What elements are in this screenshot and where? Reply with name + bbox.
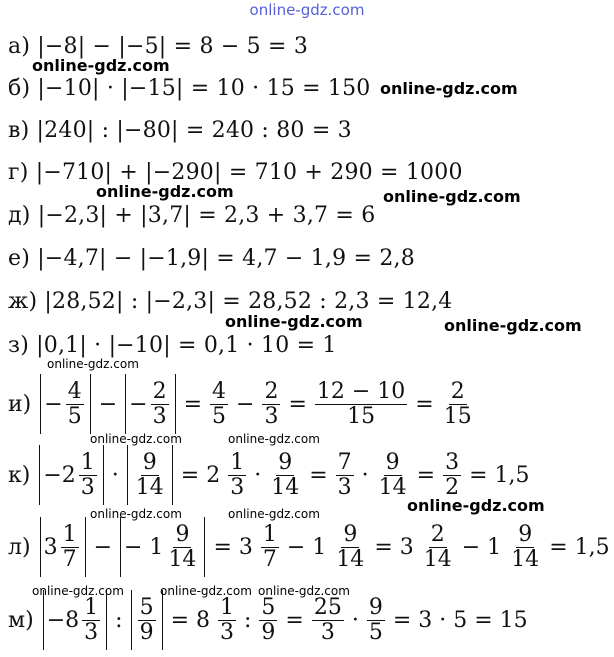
watermark: online-gdz.com (96, 182, 234, 201)
watermark: online-gdz.com (444, 316, 582, 335)
equation-m (8, 590, 533, 650)
equation-g: г) |−710| + |−290| = 710 + 290 = 1000 (8, 160, 463, 185)
operator: : (244, 607, 252, 633)
fraction: $\frac{1}{3}$ (220, 595, 234, 645)
watermark: online-gdz.com (228, 432, 320, 446)
watermark: online-gdz.com (90, 507, 182, 521)
operator: − (129, 391, 148, 417)
operator: = 3 (213, 534, 253, 560)
abs-bar (131, 590, 132, 650)
fraction: $\frac{9}{14}$ (511, 522, 540, 572)
equation-i (8, 374, 477, 434)
fraction: $\frac{5}{9}$ (139, 595, 154, 645)
equation-zh: ж) |28,52| : |−2,3| = 28,52 : 2,3 = 12,4 (8, 289, 453, 314)
operator: = (415, 391, 434, 417)
watermark: online-gdz.com (228, 507, 320, 521)
fraction: $\frac{7}{3}$ (337, 450, 352, 500)
operator: − 1 (461, 534, 502, 560)
abs-bar (106, 590, 107, 650)
watermark: online-gdz.com (380, 79, 518, 98)
watermark: online-gdz.com (47, 357, 139, 371)
fraction: $\frac{3}{2}$ (445, 450, 460, 500)
fraction: $\frac{9}{14}$ (168, 522, 197, 572)
operator: − 1 (286, 534, 327, 560)
equation-l (8, 517, 614, 577)
abs-bar (40, 517, 41, 577)
abs-bar (172, 445, 173, 505)
operator: · (351, 607, 359, 633)
fraction: $\frac{1}{3}$ (230, 450, 245, 500)
abs-bar (175, 374, 176, 434)
operator: = (285, 607, 304, 633)
operator: − 1 (124, 534, 164, 560)
label: л) (8, 534, 31, 560)
result: = 1,5 (549, 534, 610, 560)
operator: − (93, 534, 112, 560)
fraction: $\frac{9}{14}$ (135, 450, 164, 500)
abs-bar (120, 517, 121, 577)
site-header[interactable]: online-gdz.com (249, 1, 365, 19)
operator: − (44, 391, 63, 417)
fraction: $\frac{1}{3}$ (84, 595, 99, 645)
abs-bar (39, 445, 40, 505)
watermark: online-gdz.com (90, 432, 182, 446)
operator: = (416, 462, 436, 488)
result: = 1,5 (469, 462, 530, 488)
operator: · (254, 462, 262, 488)
operator: − (236, 391, 255, 417)
operator: = 2 (180, 462, 221, 488)
abs-bar (90, 374, 91, 434)
label: м) (8, 607, 34, 633)
fraction: $\frac{12 - 10}{15}$ (316, 379, 406, 429)
equation-v: в) |240| : |−80| = 240 : 80 = 3 (8, 118, 352, 143)
abs-bar (43, 590, 44, 650)
fraction: $\frac{1}{3}$ (80, 450, 95, 500)
abs-bar (85, 517, 86, 577)
watermark: online-gdz.com (32, 584, 124, 598)
operator: = (183, 391, 202, 417)
operator: : (115, 607, 123, 633)
operator: · (111, 462, 119, 488)
abs-bar (127, 445, 128, 505)
watermark: online-gdz.com (225, 312, 363, 331)
result: = 3 · 5 = 15 (392, 607, 528, 633)
fraction: $\frac{25}{3}$ (313, 595, 342, 645)
fraction: $\frac{9}{5}$ (368, 595, 383, 645)
watermark: online-gdz.com (32, 56, 170, 75)
equation-z: з) |0,1| · |−10| = 0,1 · 10 = 1 (8, 333, 337, 358)
abs-bar (162, 590, 163, 650)
fraction: $\frac{2}{15}$ (443, 379, 472, 429)
fraction: $\frac{9}{14}$ (336, 522, 365, 572)
label: и) (8, 391, 32, 417)
fraction: $\frac{2}{3}$ (264, 379, 279, 429)
label: к) (8, 462, 31, 488)
operator: −2 (43, 462, 76, 488)
operator: = 8 (170, 607, 210, 633)
equation-d: д) |−2,3| + |3,7| = 2,3 + 3,7 = 6 (8, 203, 376, 228)
watermark: online-gdz.com (407, 496, 545, 515)
fraction: $\frac{4}{5}$ (67, 379, 82, 429)
fraction: $\frac{9}{14}$ (271, 450, 300, 500)
fraction: $\frac{9}{14}$ (378, 450, 407, 500)
watermark: online-gdz.com (383, 187, 521, 206)
equation-a: а) |−8| − |−5| = 8 − 5 = 3 (8, 34, 309, 59)
operator: − (98, 391, 118, 417)
watermark: online-gdz.com (160, 584, 252, 598)
watermark: online-gdz.com (258, 584, 350, 598)
fraction: $\frac{2}{14}$ (423, 522, 452, 572)
fraction: $\frac{1}{7}$ (62, 522, 77, 572)
operator: −8 (46, 607, 80, 633)
equation-e: е) |−4,7| − |−1,9| = 4,7 − 1,9 = 2,8 (8, 246, 415, 271)
abs-bar (125, 374, 126, 434)
fraction: $\frac{5}{9}$ (261, 595, 276, 645)
operator: 3 (43, 534, 58, 560)
operator: · (361, 462, 369, 488)
fraction: $\frac{1}{7}$ (262, 522, 277, 572)
abs-bar (204, 517, 205, 577)
equation-b: б) |−10| · |−15| = 10 · 15 = 150 (8, 76, 371, 101)
fraction: $\frac{2}{3}$ (152, 379, 167, 429)
operator: = (288, 391, 307, 417)
operator: = 3 (374, 534, 414, 560)
fraction: $\frac{4}{5}$ (212, 379, 226, 429)
operator: = (309, 462, 328, 488)
abs-bar (40, 374, 41, 434)
abs-bar (103, 445, 104, 505)
